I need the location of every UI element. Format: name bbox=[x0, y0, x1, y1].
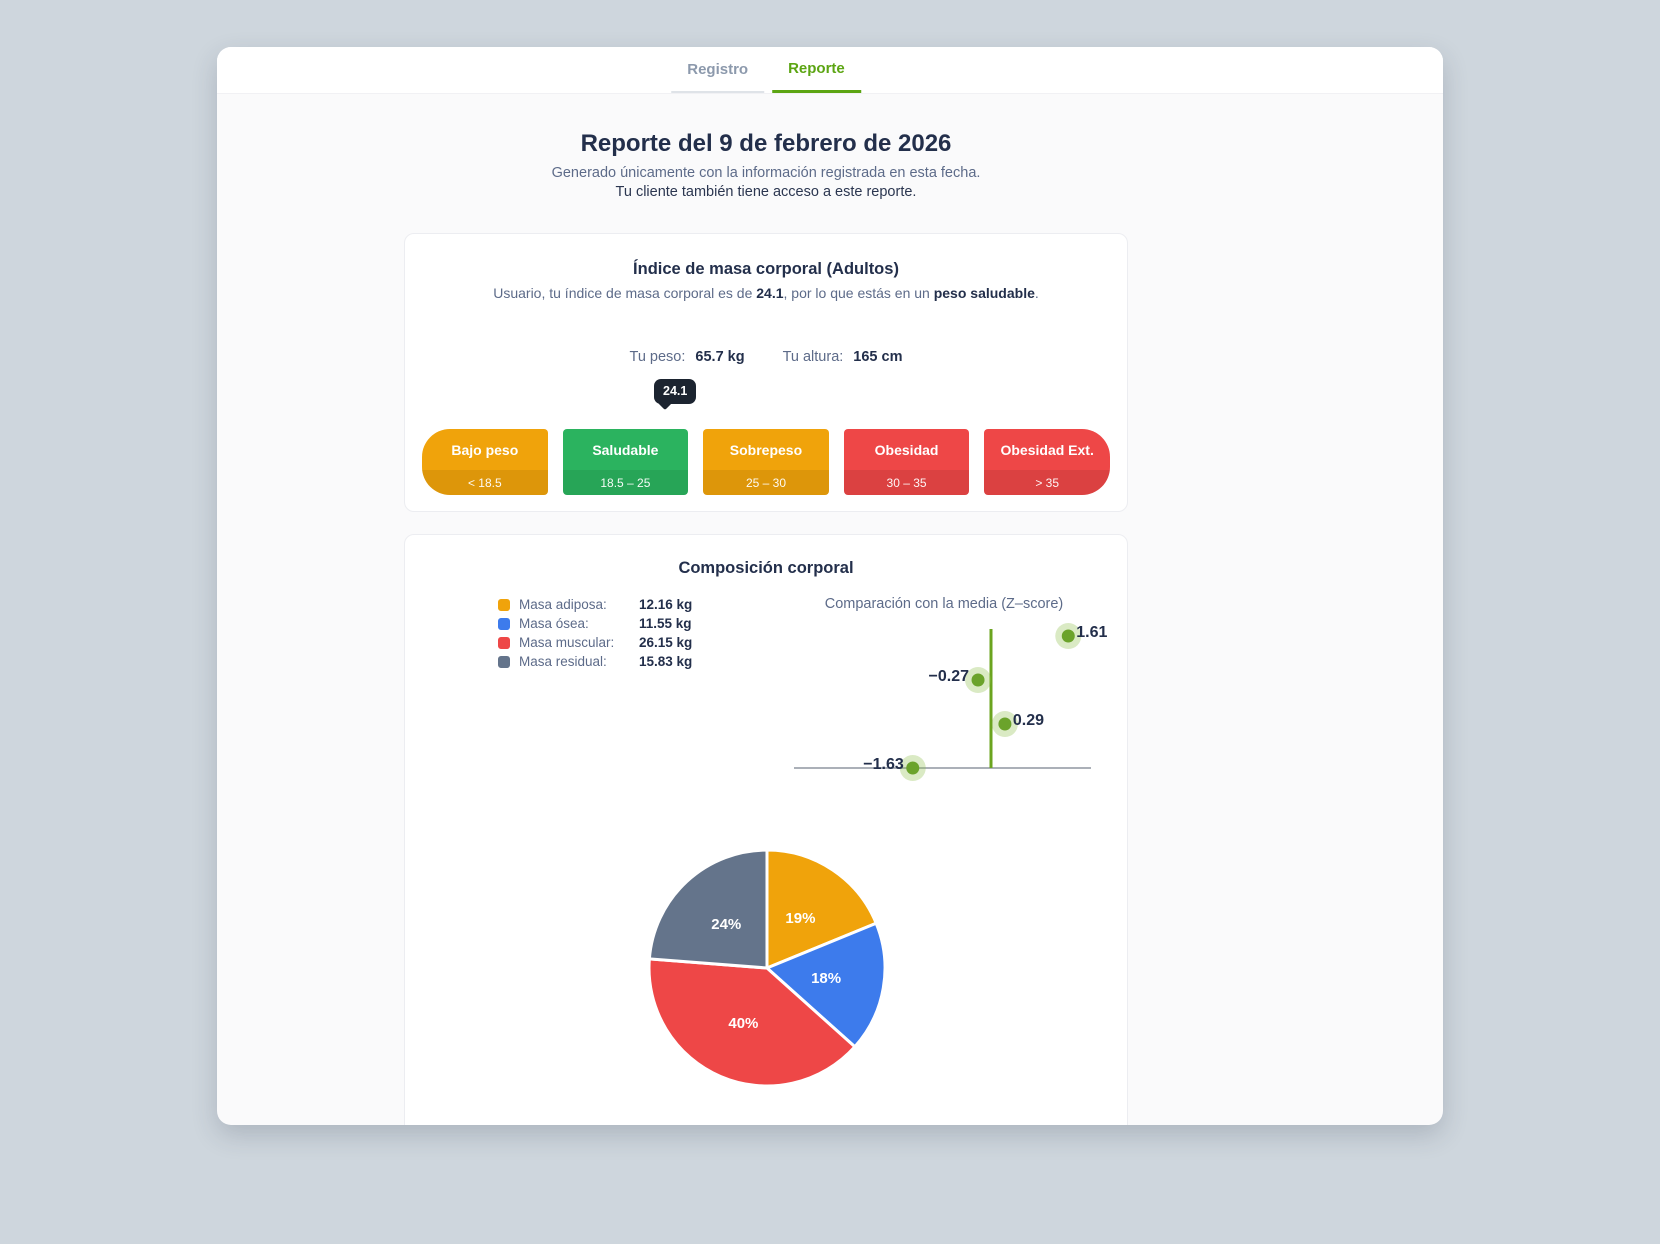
height-value: 165 cm bbox=[853, 349, 903, 365]
legend-item-muscular: Masa muscular: 26.15 kg bbox=[498, 633, 692, 652]
legend-swatch bbox=[498, 637, 510, 649]
bmi-segment-range: > 35 bbox=[984, 470, 1110, 495]
bmi-segment-label: Obesidad Ext. bbox=[1000, 441, 1094, 458]
legend-swatch bbox=[498, 618, 510, 630]
tab-group bbox=[671, 47, 861, 93]
tab-reporte[interactable]: Reporte bbox=[772, 47, 861, 93]
report-header bbox=[404, 130, 1128, 200]
zscore-point bbox=[972, 674, 985, 687]
pie-label-3: 24% bbox=[711, 915, 742, 933]
composition-legend bbox=[498, 595, 692, 671]
zscore-chart bbox=[765, 613, 1115, 793]
zscore-point bbox=[1062, 630, 1075, 643]
pie-label-1: 18% bbox=[811, 970, 842, 988]
legend-item-adiposa: Masa adiposa: 12.16 kg bbox=[498, 595, 692, 614]
zscore-value-label: 0.29 bbox=[1012, 712, 1045, 730]
zscore-value-label: −0.27 bbox=[928, 668, 970, 686]
pie-label-0: 19% bbox=[785, 910, 816, 928]
bmi-stats-row bbox=[422, 349, 1110, 365]
report-note: Tu cliente también tiene acceso a este reporte. bbox=[615, 184, 917, 200]
bmi-segment-label: Obesidad bbox=[874, 441, 939, 458]
bmi-description: Usuario, tu índice de masa corporal es de 24.1, por lo que estás en un peso saludable. bbox=[493, 285, 1039, 301]
zscore-point bbox=[998, 718, 1011, 731]
bmi-segment-label: Saludable bbox=[592, 441, 659, 458]
zscore-value-label: 1.61 bbox=[1076, 624, 1108, 642]
height-label: Tu altura: bbox=[782, 349, 844, 365]
bmi-segment-range: < 18.5 bbox=[422, 470, 548, 495]
bmi-segment-range: 25 – 30 bbox=[703, 470, 829, 495]
legend-swatch bbox=[498, 599, 510, 611]
tab-bar bbox=[217, 47, 1443, 94]
weight-label: Tu peso: bbox=[629, 349, 686, 365]
weight-value: 65.7 kg bbox=[695, 349, 745, 365]
bmi-segment-obesidad bbox=[844, 429, 970, 495]
report-panel bbox=[217, 47, 1443, 1125]
bmi-segment-bajo-peso bbox=[422, 429, 548, 495]
bmi-segment-sobrepeso bbox=[703, 429, 829, 495]
tab-registro[interactable]: Registro bbox=[671, 47, 764, 93]
bmi-segment-label: Sobrepeso bbox=[729, 441, 803, 458]
bmi-segment-label: Bajo peso bbox=[451, 441, 519, 458]
page-title: Reporte del 9 de febrero de 2026 bbox=[580, 130, 952, 157]
composition-card-title: Composición corporal bbox=[678, 559, 854, 577]
bmi-value: 24.1 bbox=[756, 285, 784, 301]
bmi-segment-range: 30 – 35 bbox=[844, 470, 970, 495]
composition-card bbox=[404, 534, 1128, 1125]
bmi-segment-obesidad-ext bbox=[984, 429, 1110, 495]
zscore-point bbox=[906, 762, 919, 775]
bmi-card-title: Índice de masa corporal (Adultos) bbox=[633, 260, 899, 278]
bmi-scale bbox=[422, 379, 1110, 501]
bmi-segment-range: 18.5 – 25 bbox=[563, 470, 689, 495]
report-subtitle: Generado únicamente con la información registrada en esta fecha. bbox=[551, 165, 981, 181]
pie-label-2: 40% bbox=[728, 1015, 759, 1033]
legend-item-residual: Masa residual: 15.83 kg bbox=[498, 652, 692, 671]
bmi-scale-bars bbox=[422, 429, 1110, 495]
bmi-marker-badge: 24.1 bbox=[654, 379, 696, 404]
composition-pie-chart bbox=[637, 838, 897, 1098]
legend-swatch bbox=[498, 656, 510, 668]
bmi-segment-saludable bbox=[563, 429, 689, 495]
legend-item-osea: Masa ósea: 11.55 kg bbox=[498, 614, 692, 633]
bmi-status: peso saludable bbox=[933, 285, 1035, 301]
zscore-value-label: −1.63 bbox=[863, 756, 904, 774]
bmi-card bbox=[404, 233, 1128, 512]
zscore-chart-title: Comparación con la media (Z–score) bbox=[824, 596, 1064, 612]
pie-slice-3 bbox=[649, 850, 767, 968]
